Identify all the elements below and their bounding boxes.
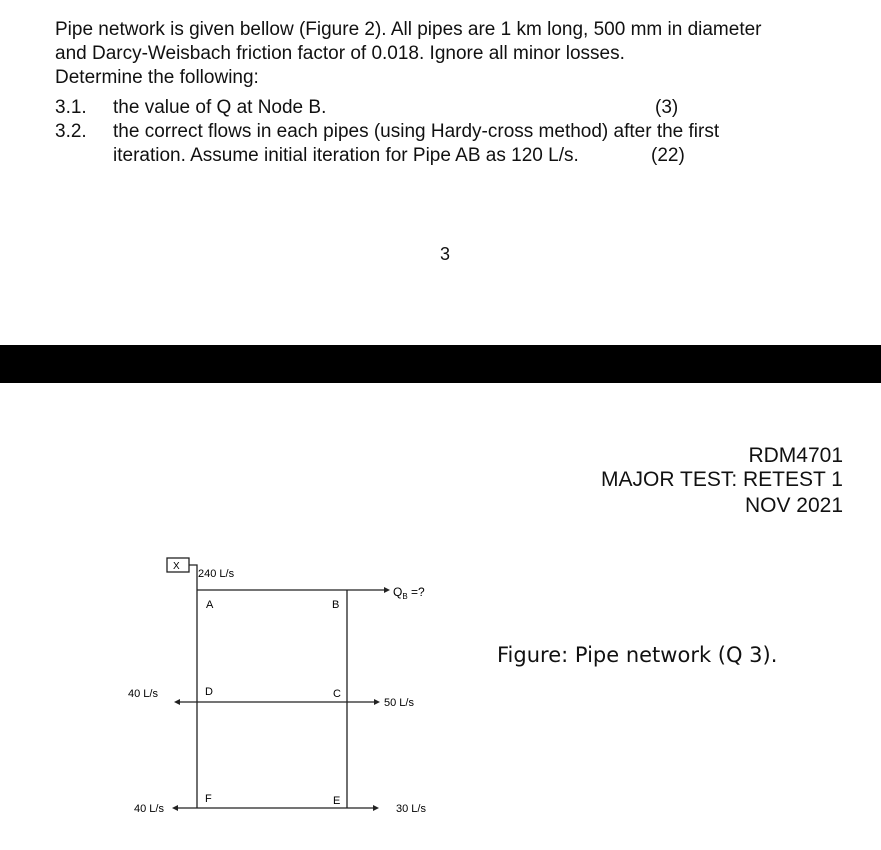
item-text-3-1: the value of Q at Node B. xyxy=(113,97,327,118)
qb-arrow-head xyxy=(384,587,390,593)
outflow-d-label: 40 L/s xyxy=(128,688,158,700)
node-f-label: F xyxy=(205,793,212,805)
question-intro xyxy=(55,18,865,90)
item-text-3-2-line1: the correct flows in each pipes (using Hardy-cross method) after the first xyxy=(113,121,720,142)
outflow-f-label: 40 L/s xyxy=(134,803,164,815)
node-c-label: C xyxy=(333,688,341,700)
node-d-label: D xyxy=(205,686,213,698)
inflow-label: 240 L/s xyxy=(198,568,235,580)
item-text-3-2-line2: iteration. Assume initial iteration for Pipe AB as 120 L/s. xyxy=(113,145,579,166)
qb-label: $Q_B$ =? xyxy=(393,585,425,601)
item-marks-3-2: (22) xyxy=(651,145,685,166)
outflow-e-arrow-head xyxy=(373,805,379,811)
outflow-d-arrow-head xyxy=(174,699,180,705)
page-number: 3 xyxy=(440,244,451,264)
intro-line-1: Pipe network is given bellow (Figure 2). All pipes are 1 km long, 500 mm in diameter xyxy=(55,19,762,40)
course-code: RDM4701 xyxy=(748,444,843,467)
test-date: NOV 2021 xyxy=(744,494,843,517)
outflow-f-arrow-head xyxy=(172,805,178,811)
test-title: MAJOR TEST: RETEST 1 xyxy=(601,468,843,491)
node-e-label: E xyxy=(333,795,341,807)
node-b-label: B xyxy=(332,599,340,611)
pipe-network-figure xyxy=(0,540,500,840)
figure-caption: Figure: Pipe network (Q 3). xyxy=(497,643,778,667)
inflow-pipe xyxy=(189,565,197,590)
item-number-3-2: 3.2. xyxy=(55,121,87,142)
intro-line-3: Determine the following: xyxy=(55,67,259,88)
source-box-label: X xyxy=(173,561,180,572)
outflow-c-arrow-head xyxy=(374,699,380,705)
outflow-c-label: 50 L/s xyxy=(384,697,414,709)
item-number-3-1: 3.1. xyxy=(55,97,87,118)
intro-line-2: and Darcy-Weisbach friction factor of 0.018. Ignore all minor losses. xyxy=(55,43,625,64)
page-break-bar xyxy=(0,345,881,383)
outflow-e-label: 30 L/s xyxy=(396,803,426,815)
node-a-label: A xyxy=(206,599,214,611)
item-marks-3-1: (3) xyxy=(655,97,679,118)
